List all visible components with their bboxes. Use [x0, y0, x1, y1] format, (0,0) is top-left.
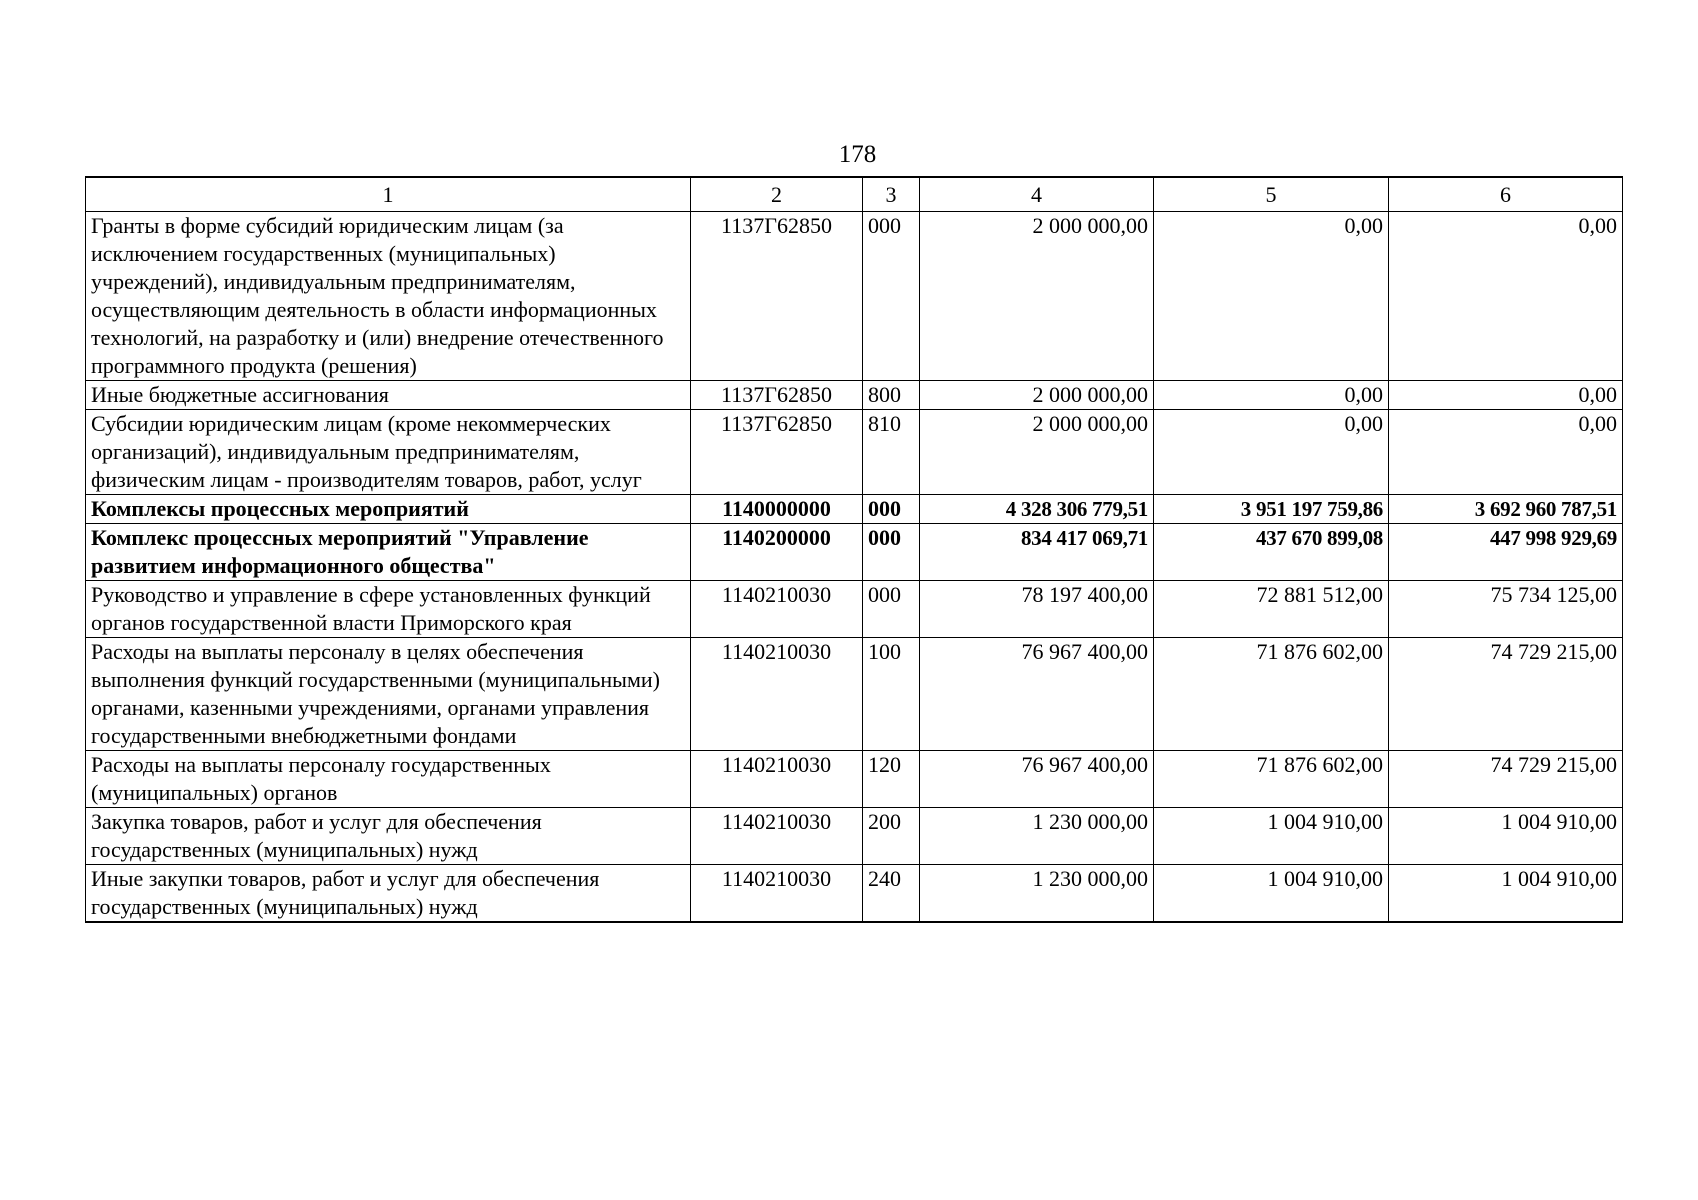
row-amount-col-5: 71 876 602,00	[1154, 751, 1389, 808]
row-amount-col-5: 0,00	[1154, 212, 1389, 381]
row-amount-col-6: 447 998 929,69	[1389, 524, 1623, 581]
row-amount-col-6: 0,00	[1389, 410, 1623, 495]
row-code: 1140000000	[691, 495, 863, 524]
row-code: 1140210030	[691, 865, 863, 923]
table-row	[86, 808, 1623, 865]
row-code: 1137Г62850	[691, 212, 863, 381]
row-name: Расходы на выплаты персоналу в целях обеспечения выполнения функций государственными (муниципальными) органами, казенными учреждениями, органами управления государственными внебюджетными фондами	[86, 638, 691, 751]
row-amount-col-4: 1 230 000,00	[920, 865, 1154, 923]
header-col-1: 1	[86, 177, 691, 212]
row-name: Гранты в форме субсидий юридическим лицам (за исключением государственных (муниципальных) учреждений), индивидуальным предпринимателям, осуществляющим деятельность в области информационных технологий, на разработку и (или) внедрение отечественного программного продукта (решения)	[86, 212, 691, 381]
row-amount-col-5: 437 670 899,08	[1154, 524, 1389, 581]
row-amount-col-5: 1 004 910,00	[1154, 865, 1389, 923]
row-expense-type: 810	[863, 410, 920, 495]
row-expense-type: 120	[863, 751, 920, 808]
row-amount-col-6: 1 004 910,00	[1389, 808, 1623, 865]
row-amount-col-6: 1 004 910,00	[1389, 865, 1623, 923]
row-name: Комплекс процессных мероприятий "Управление развитием информационного общества"	[86, 524, 691, 581]
table-row	[86, 410, 1623, 495]
row-name: Закупка товаров, работ и услуг для обеспечения государственных (муниципальных) нужд	[86, 808, 691, 865]
row-amount-col-5: 71 876 602,00	[1154, 638, 1389, 751]
row-expense-type: 000	[863, 524, 920, 581]
row-expense-type: 240	[863, 865, 920, 923]
row-amount-col-4: 2 000 000,00	[920, 212, 1154, 381]
row-code: 1137Г62850	[691, 410, 863, 495]
row-amount-col-4: 834 417 069,71	[920, 524, 1154, 581]
row-name: Комплексы процессных мероприятий	[86, 495, 691, 524]
header-col-5: 5	[1154, 177, 1389, 212]
table-row	[86, 581, 1623, 638]
table-body	[86, 212, 1623, 923]
row-amount-col-5: 0,00	[1154, 381, 1389, 410]
header-col-2: 2	[691, 177, 863, 212]
budget-table	[85, 176, 1623, 923]
row-code: 1140200000	[691, 524, 863, 581]
row-name: Расходы на выплаты персоналу государственных (муниципальных) органов	[86, 751, 691, 808]
row-code: 1137Г62850	[691, 381, 863, 410]
row-amount-col-5: 0,00	[1154, 410, 1389, 495]
row-code: 1140210030	[691, 751, 863, 808]
row-expense-type: 200	[863, 808, 920, 865]
row-amount-col-4: 2 000 000,00	[920, 410, 1154, 495]
table-row	[86, 865, 1623, 923]
row-expense-type: 100	[863, 638, 920, 751]
row-amount-col-5: 72 881 512,00	[1154, 581, 1389, 638]
header-col-3: 3	[863, 177, 920, 212]
row-amount-col-4: 1 230 000,00	[920, 808, 1154, 865]
row-amount-col-6: 74 729 215,00	[1389, 638, 1623, 751]
row-code: 1140210030	[691, 638, 863, 751]
table-row	[86, 381, 1623, 410]
table-row	[86, 495, 1623, 524]
row-amount-col-4: 78 197 400,00	[920, 581, 1154, 638]
table-row	[86, 212, 1623, 381]
row-amount-col-4: 4 328 306 779,51	[920, 495, 1154, 524]
header-col-4: 4	[920, 177, 1154, 212]
row-amount-col-6: 3 692 960 787,51	[1389, 495, 1623, 524]
row-amount-col-4: 76 967 400,00	[920, 638, 1154, 751]
row-amount-col-6: 0,00	[1389, 381, 1623, 410]
header-row	[86, 177, 1623, 212]
row-amount-col-4: 2 000 000,00	[920, 381, 1154, 410]
row-code: 1140210030	[691, 581, 863, 638]
header-col-6: 6	[1389, 177, 1623, 212]
page-number: 178	[838, 141, 877, 168]
row-amount-col-6: 0,00	[1389, 212, 1623, 381]
row-amount-col-4: 76 967 400,00	[920, 751, 1154, 808]
row-name: Иные закупки товаров, работ и услуг для обеспечения государственных (муниципальных) нужд	[86, 865, 691, 923]
table-row	[86, 524, 1623, 581]
table-header	[86, 177, 1623, 212]
row-expense-type: 000	[863, 581, 920, 638]
row-name: Руководство и управление в сфере установленных функций органов государственной власти Приморского края	[86, 581, 691, 638]
row-amount-col-6: 74 729 215,00	[1389, 751, 1623, 808]
row-name: Субсидии юридическим лицам (кроме некоммерческих организаций), индивидуальным предпринимателям, физическим лицам - производителям товаров, работ, услуг	[86, 410, 691, 495]
table-row	[86, 638, 1623, 751]
table-row	[86, 751, 1623, 808]
row-amount-col-5: 1 004 910,00	[1154, 808, 1389, 865]
row-expense-type: 800	[863, 381, 920, 410]
row-expense-type: 000	[863, 495, 920, 524]
row-amount-col-5: 3 951 197 759,86	[1154, 495, 1389, 524]
row-expense-type: 000	[863, 212, 920, 381]
row-code: 1140210030	[691, 808, 863, 865]
row-name: Иные бюджетные ассигнования	[86, 381, 691, 410]
row-amount-col-6: 75 734 125,00	[1389, 581, 1623, 638]
